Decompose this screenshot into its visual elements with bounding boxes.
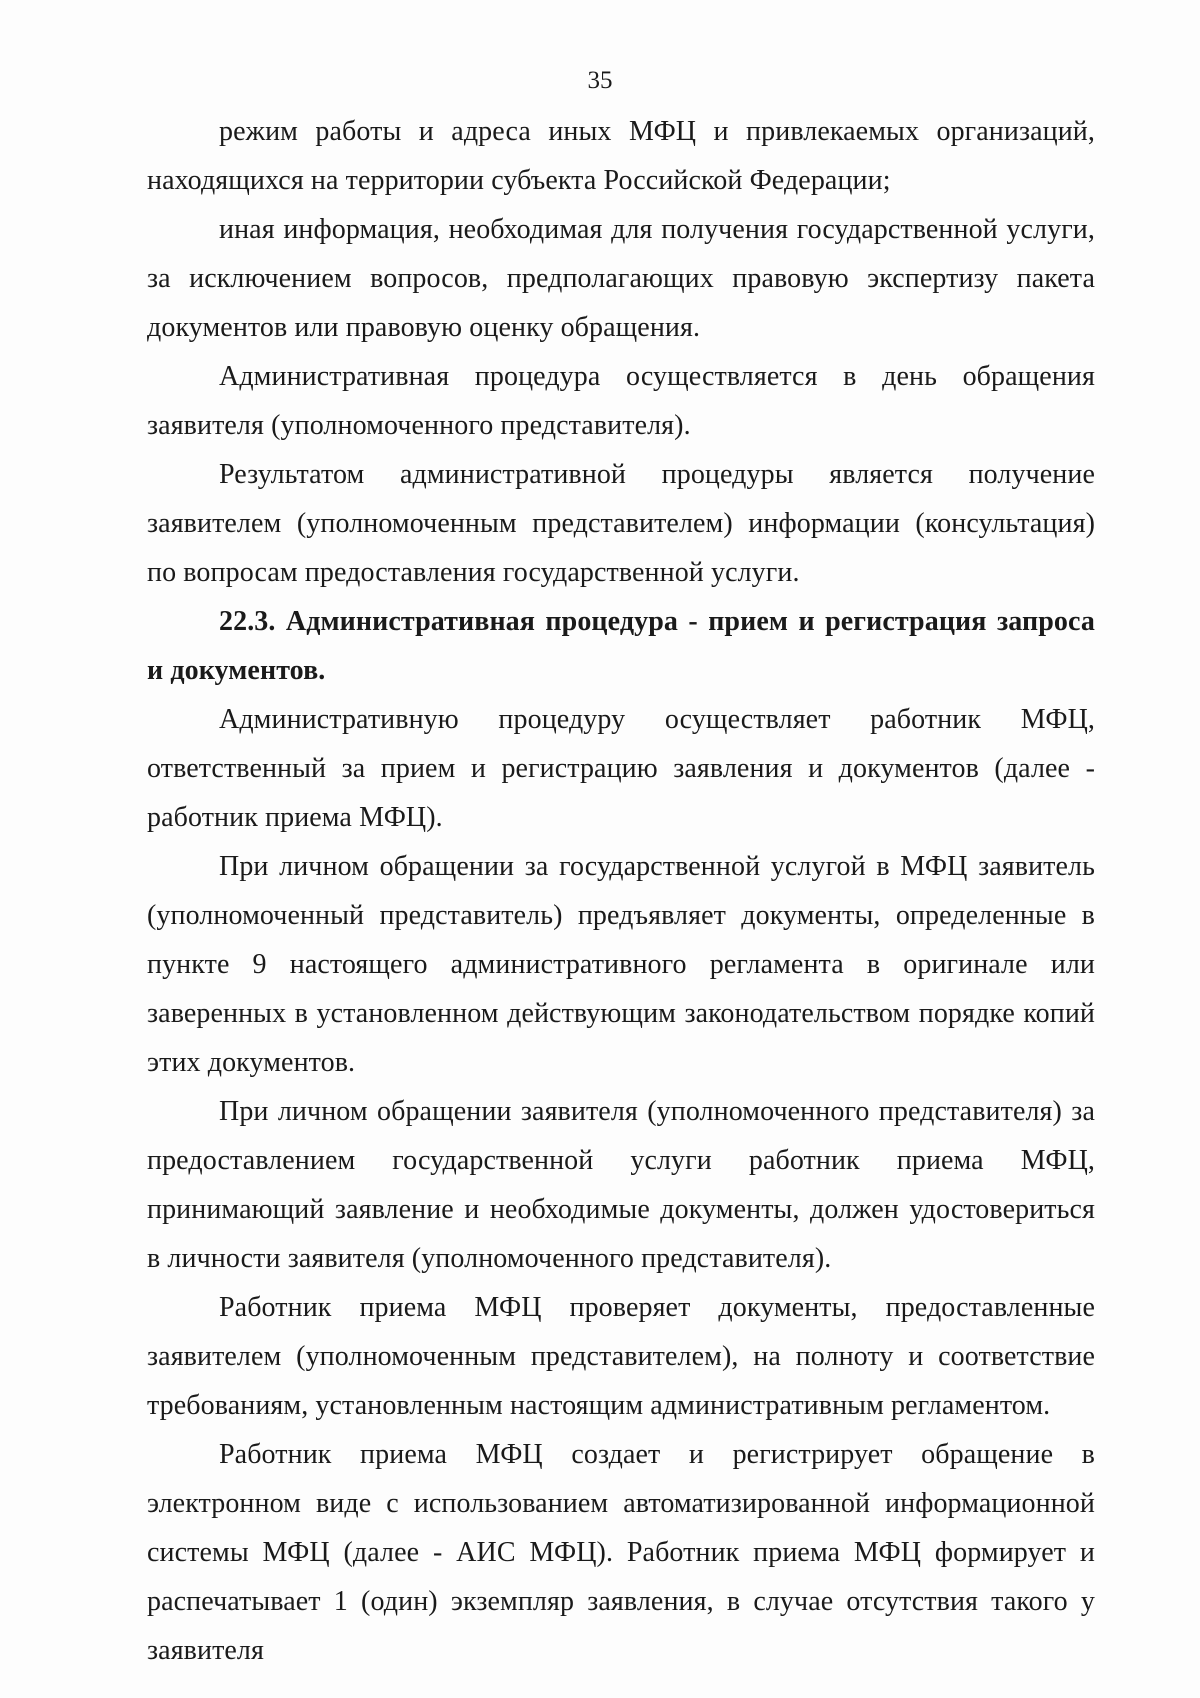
paragraph-procedure-result: Результатом административной процедуры является получение заявителем (уполномоченным представителем) информации (консультация) по вопросам предоставления государственной услуги. [147,459,1095,588]
paragraph-responsible-worker: Административную процедуру осуществляет работник МФЦ, ответственный за прием и регистрацию заявления и документов (далее - работник приема МФЦ). [147,704,1095,833]
page-number: 35 [587,67,613,94]
paragraph-other-info: иная информация, необходимая для получения государственной услуги, за исключением вопросов, предполагающих правовую экспертизу пакета документов или правовую оценку обращения. [147,214,1095,343]
paragraph-ais-registration: Работник приема МФЦ создает и регистрирует обращение в электронном виде с использованием автоматизированной информационной системы МФЦ (далее - АИС МФЦ). Работник приема МФЦ формирует и распечатывает 1 (один) экземпляр заявления, в случае отсутствия такого у заявителя [147,1439,1095,1666]
body-text [147,107,1095,1675]
paragraph-identity-check: При личном обращении заявителя (уполномоченного представителя) за предоставлением государственной услуги работник приема МФЦ, принимающий заявление и необходимые документы, должен удостовериться в личности заявителя (уполномоченного представителя). [147,1096,1095,1274]
paragraph-personal-appeal: При личном обращении за государственной услугой в МФЦ заявитель (уполномоченный представитель) предъявляет документы, определенные в пункте 9 настоящего административного регламента в оригинале или заверенных в установленном действующим законодательством порядке копий этих документов. [147,851,1095,1078]
paragraph-document-check: Работник приема МФЦ проверяет документы, предоставленные заявителем (уполномоченным представителем), на полноту и соответствие требованиям, установленным настоящим административным регламентом. [147,1292,1095,1421]
paragraph-procedure-day: Административная процедура осуществляется в день обращения заявителя (уполномоченного представителя). [147,361,1095,441]
paragraph-mfc-schedule: режим работы и адреса иных МФЦ и привлекаемых организаций, находящихся на территории субъекта Российской Федерации; [147,116,1095,196]
section-heading-22-3: 22.3. Административная процедура - прием и регистрация запроса и документов. [147,606,1095,686]
